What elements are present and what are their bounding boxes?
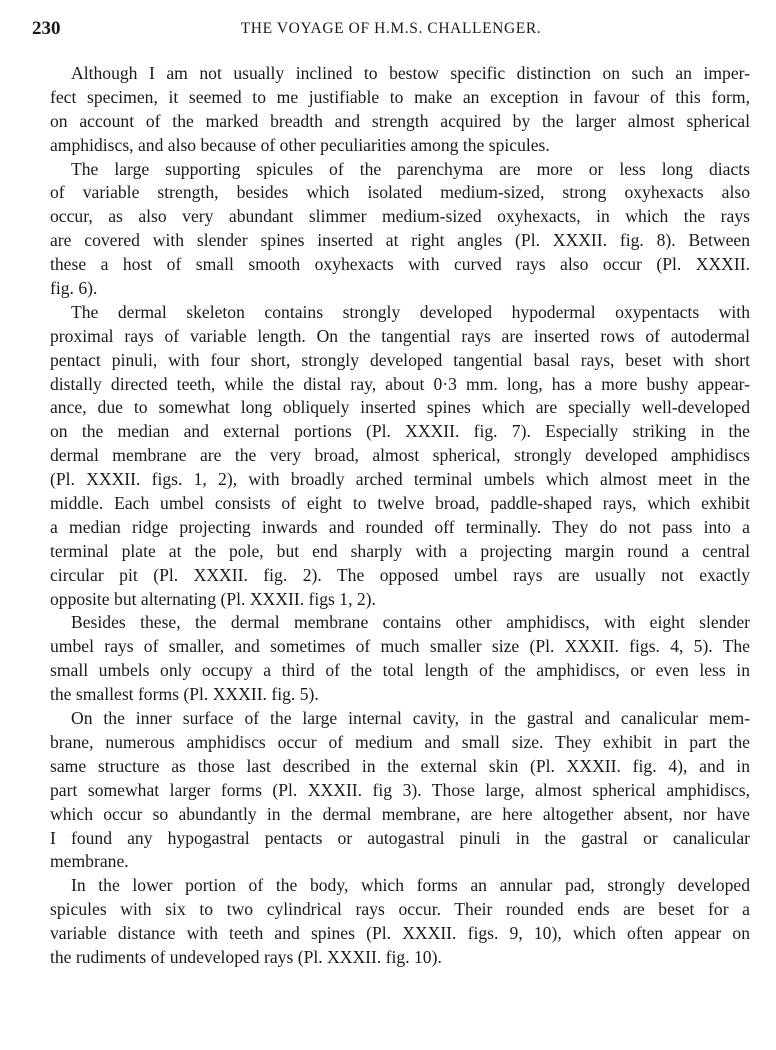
body-text <box>50 62 750 970</box>
text-line: fig. 6). <box>50 278 98 299</box>
text-line: On the inner surface of the large internal cavity, in the gastral and canalicular mem- <box>71 708 750 729</box>
running-title: THE VOYAGE OF H.M.S. CHALLENGER. <box>240 20 542 37</box>
text-line: amphidiscs, and also because of other peculiarities among the spicules. <box>50 134 550 155</box>
text-line: terminal plate at the pole, but end sharply with a projecting margin round a central <box>50 540 750 561</box>
text-line: variable distance with teeth and spines (Pl. XXXII. figs. 9, 10), which often appear on <box>50 923 750 944</box>
text-line: dermal membrane are the very broad, almost spherical, strongly developed amphidiscs <box>50 445 750 466</box>
text-line: of variable strength, besides which isolated medium-sized, strong oxyhexacts also <box>50 182 750 203</box>
text-line: The large supporting spicules of the parenchyma are more or less long diacts <box>71 158 750 179</box>
text-line: same structure as those last described in the external skin (Pl. XXXII. fig. 4), and in <box>50 755 750 776</box>
text-line: I found any hypogastral pentacts or autogastral pinuli in the gastral or canalicular <box>50 827 750 848</box>
text-line: a median ridge projecting inwards and rounded off terminally. They do not pass into a <box>50 516 750 537</box>
text-line: opposite but alternating (Pl. XXXII. figs 1, 2). <box>50 588 376 609</box>
text-line: small umbels only occupy a third of the total length of the amphidiscs, or even less in <box>50 660 750 681</box>
text-line: brane, numerous amphidiscs occur of medium and small size. They exhibit in part the <box>50 731 750 752</box>
text-line: these a host of small smooth oxyhexacts with curved rays also occur (Pl. XXXII. <box>50 254 750 275</box>
text-line: the smallest forms (Pl. XXXII. fig. 5). <box>50 684 319 705</box>
text-line: fect specimen, it seemed to me justifiable to make an exception in favour of this form, <box>50 86 750 107</box>
text-line: Although I am not usually inclined to bestow specific distinction on such an imper- <box>71 63 750 83</box>
paragraph <box>50 62 750 158</box>
text-line: the rudiments of undeveloped rays (Pl. XXXII. fig. 10). <box>50 946 442 967</box>
text-line: pentact pinuli, with four short, strongly developed tangential basal rays, beset with short <box>50 349 750 370</box>
text-line: The dermal skeleton contains strongly developed hypodermal oxypentacts with <box>71 301 750 322</box>
text-line: distally directed teeth, while the distal ray, about 0·3 mm. long, has a more bushy appear- <box>50 373 750 394</box>
text-line: occur, as also very abundant slimmer medium-sized oxyhexacts, in which the rays <box>50 206 750 227</box>
text-line: In the lower portion of the body, which forms an annular pad, strongly developed <box>71 875 750 896</box>
text-line: circular pit (Pl. XXXII. fig. 2). The opposed umbel rays are usually not exactly <box>50 564 750 585</box>
text-line: umbel rays of smaller, and sometimes of much smaller size (Pl. XXXII. figs. 4, 5). The <box>50 636 750 657</box>
paragraph <box>50 611 750 707</box>
text-line: on the median and external portions (Pl. XXXII. fig. 7). Especially striking in the <box>50 421 750 442</box>
text-line: are covered with slender spines inserted at right angles (Pl. XXXII. fig. 8). Between <box>50 230 750 251</box>
text-line: spicules with six to two cylindrical rays occur. Their rounded ends are beset for a <box>50 899 750 920</box>
text-line: membrane. <box>50 851 129 872</box>
page-header <box>32 18 750 42</box>
text-line: ance, due to somewhat long obliquely inserted spines which are specially well-developed <box>50 397 750 418</box>
page-number: 230 <box>32 18 61 39</box>
text-line: Besides these, the dermal membrane contains other amphidiscs, with eight slender <box>71 612 750 633</box>
paragraph <box>50 158 750 301</box>
paragraph <box>50 301 750 612</box>
text-line: (Pl. XXXII. figs. 1, 2), with broadly arched terminal umbels which almost meet in the <box>50 469 750 490</box>
text-line: on account of the marked breadth and strength acquired by the larger almost spherical <box>50 110 750 131</box>
text-line: middle. Each umbel consists of eight to twelve broad, paddle-shaped rays, which exhibit <box>50 493 750 514</box>
text-line: proximal rays of variable length. On the tangential rays are inserted rows of autodermal <box>50 325 750 346</box>
paragraph <box>50 874 750 970</box>
text-line: which occur so abundantly in the dermal membrane, are here altogether absent, nor have <box>50 803 750 824</box>
text-line: part somewhat larger forms (Pl. XXXII. fig 3). Those large, almost spherical amphidiscs, <box>50 779 750 800</box>
paragraph <box>50 707 750 874</box>
